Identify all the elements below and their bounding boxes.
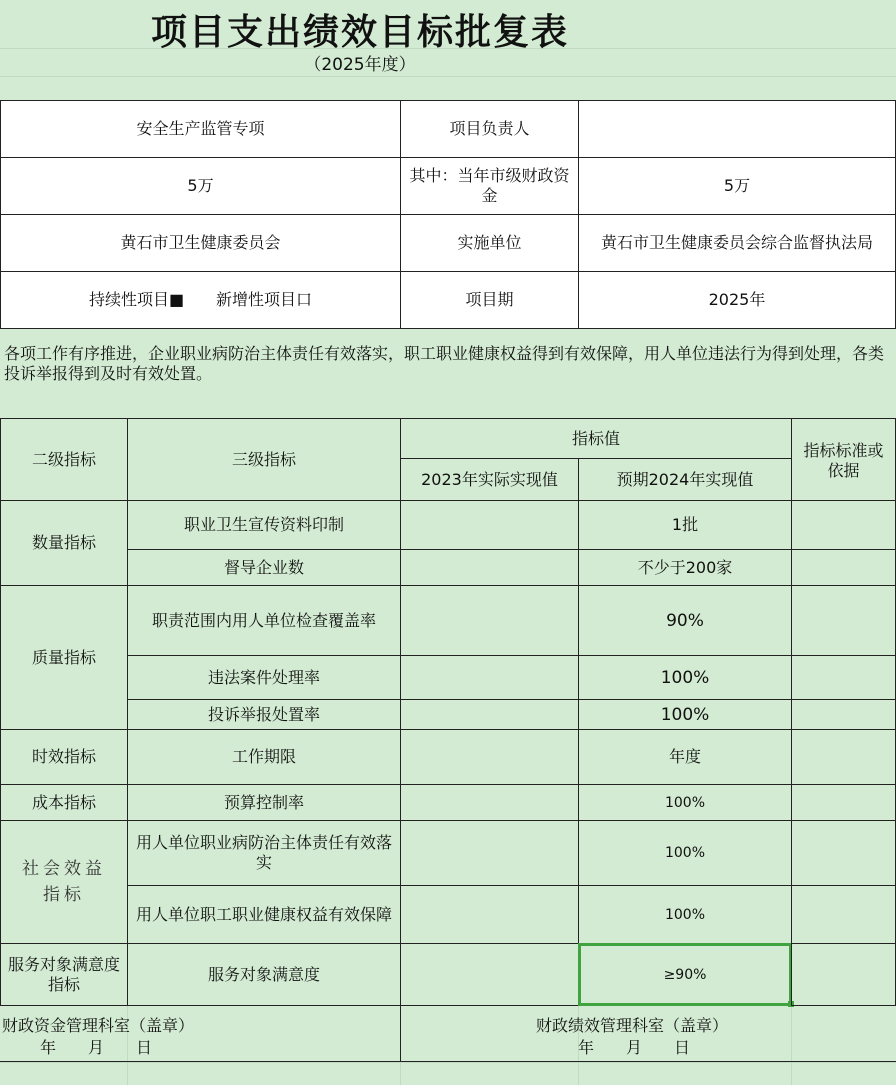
basis-cell[interactable] xyxy=(791,729,896,785)
department-cell[interactable]: 黄石市卫生健康委员会 xyxy=(0,214,401,272)
page-title: 项目支出绩效目标批复表 xyxy=(150,11,569,53)
impl-unit-label[interactable]: 实施单位 xyxy=(400,214,579,272)
gridline xyxy=(0,1062,896,1063)
actual-2023-cell[interactable] xyxy=(400,943,579,1006)
basis-cell[interactable] xyxy=(791,549,896,586)
expected-value-cell[interactable]: 100% xyxy=(578,655,792,700)
actual-2023-cell[interactable] xyxy=(400,655,579,700)
footer-right-date: 年 月 日 xyxy=(578,1038,691,1057)
basis-cell[interactable] xyxy=(791,943,896,1006)
actual-2023-cell[interactable] xyxy=(400,549,579,586)
actual-2023-cell[interactable] xyxy=(400,820,579,886)
expected-value-cell[interactable]: 100% xyxy=(578,784,792,821)
gridline xyxy=(791,1006,792,1085)
header-level3[interactable]: 三级指标 xyxy=(127,418,401,501)
indicator-cell[interactable]: 服务对象满意度 xyxy=(127,943,401,1006)
actual-2023-cell[interactable] xyxy=(400,585,579,656)
indicator-cell[interactable]: 预算控制率 xyxy=(127,784,401,821)
actual-2023-cell[interactable] xyxy=(400,699,579,730)
expected-value-cell[interactable]: 年度 xyxy=(578,729,792,785)
expected-value-cell[interactable]: 100% xyxy=(578,885,792,944)
city-funds-label[interactable]: 其中：当年市级财政资金 xyxy=(400,157,579,215)
actual-2023-cell[interactable] xyxy=(400,729,579,785)
header-basis[interactable]: 指标标准或依据 xyxy=(791,418,896,501)
selected-cell[interactable]: ≥90% xyxy=(578,943,792,1006)
header-2023[interactable]: 2023年实际实现值 xyxy=(400,458,579,501)
basis-cell[interactable] xyxy=(791,655,896,700)
footer-left-date: 年 月 日 xyxy=(40,1038,153,1057)
basis-cell[interactable] xyxy=(791,500,896,550)
gridline xyxy=(0,76,896,77)
indicator-cell[interactable]: 职责范围内用人单位检查覆盖率 xyxy=(127,585,401,656)
actual-2023-cell[interactable] xyxy=(400,500,579,550)
group-cost[interactable]: 成本指标 xyxy=(0,784,128,821)
group-timeliness[interactable]: 时效指标 xyxy=(0,729,128,785)
indicator-cell[interactable]: 职业卫生宣传资料印制 xyxy=(127,500,401,550)
group-quantity[interactable]: 数量指标 xyxy=(0,500,128,586)
basis-cell[interactable] xyxy=(791,820,896,886)
indicator-cell[interactable]: 工作期限 xyxy=(127,729,401,785)
period-value[interactable]: 2025年 xyxy=(578,271,896,329)
indicator-cell[interactable]: 投诉举报处置率 xyxy=(127,699,401,730)
expected-value-cell[interactable]: 1批 xyxy=(578,500,792,550)
group-satisfaction[interactable]: 服务对象满意度指标 xyxy=(0,943,128,1006)
header-value-group[interactable]: 指标值 xyxy=(400,418,792,459)
expected-value-cell[interactable]: 90% xyxy=(578,585,792,656)
basis-cell[interactable] xyxy=(791,784,896,821)
actual-2023-cell[interactable] xyxy=(400,885,579,944)
indicator-cell[interactable]: 用人单位职工职业健康权益有效保障 xyxy=(127,885,401,944)
total-funds-cell[interactable]: 5万 xyxy=(0,157,401,215)
indicator-cell[interactable]: 违法案件处理率 xyxy=(127,655,401,700)
group-quality[interactable]: 质量指标 xyxy=(0,585,128,730)
city-funds-value[interactable]: 5万 xyxy=(578,157,896,215)
basis-cell[interactable] xyxy=(791,699,896,730)
expected-value-cell[interactable]: 不少于200家 xyxy=(578,549,792,586)
indicator-cell[interactable]: 督导企业数 xyxy=(127,549,401,586)
period-label[interactable]: 项目期 xyxy=(400,271,579,329)
project-leader-value[interactable] xyxy=(578,100,896,158)
actual-2023-cell[interactable] xyxy=(400,784,579,821)
basis-cell[interactable] xyxy=(791,885,896,944)
expected-value-cell[interactable]: 100% xyxy=(578,699,792,730)
indicator-cell[interactable]: 用人单位职业病防治主体责任有效落实 xyxy=(127,820,401,886)
project-leader-label[interactable]: 项目负责人 xyxy=(400,100,579,158)
footer-bottom-rule xyxy=(0,1061,896,1062)
project-name-cell[interactable]: 安全生产监管专项 xyxy=(0,100,401,158)
page-subtitle: （2025年度） xyxy=(304,55,416,75)
performance-goal-text[interactable]: 各项工作有序推进，企业职业病防治主体责任有效落实，职工职业健康权益得到有效保障，用人单位违法行为得到处理，各类投诉举报得到及时有效处置。 xyxy=(0,330,896,418)
header-2024[interactable]: 预期2024年实现值 xyxy=(578,458,792,501)
basis-cell[interactable] xyxy=(791,585,896,656)
footer-left-office: 财政资金管理科室（盖章） xyxy=(2,1016,195,1035)
impl-unit-value[interactable]: 黄石市卫生健康委员会综合监督执法局 xyxy=(578,214,896,272)
project-type-cell[interactable]: 持续性项目■ 新增性项目口 xyxy=(0,271,401,329)
footer-right-office: 财政绩效管理科室（盖章） xyxy=(536,1016,729,1035)
footer-divider xyxy=(400,1005,401,1062)
expected-value-cell[interactable]: 100% xyxy=(578,820,792,886)
header-level2[interactable]: 二级指标 xyxy=(0,418,128,501)
group-social-benefit[interactable]: 社会效益指标 xyxy=(0,820,128,944)
